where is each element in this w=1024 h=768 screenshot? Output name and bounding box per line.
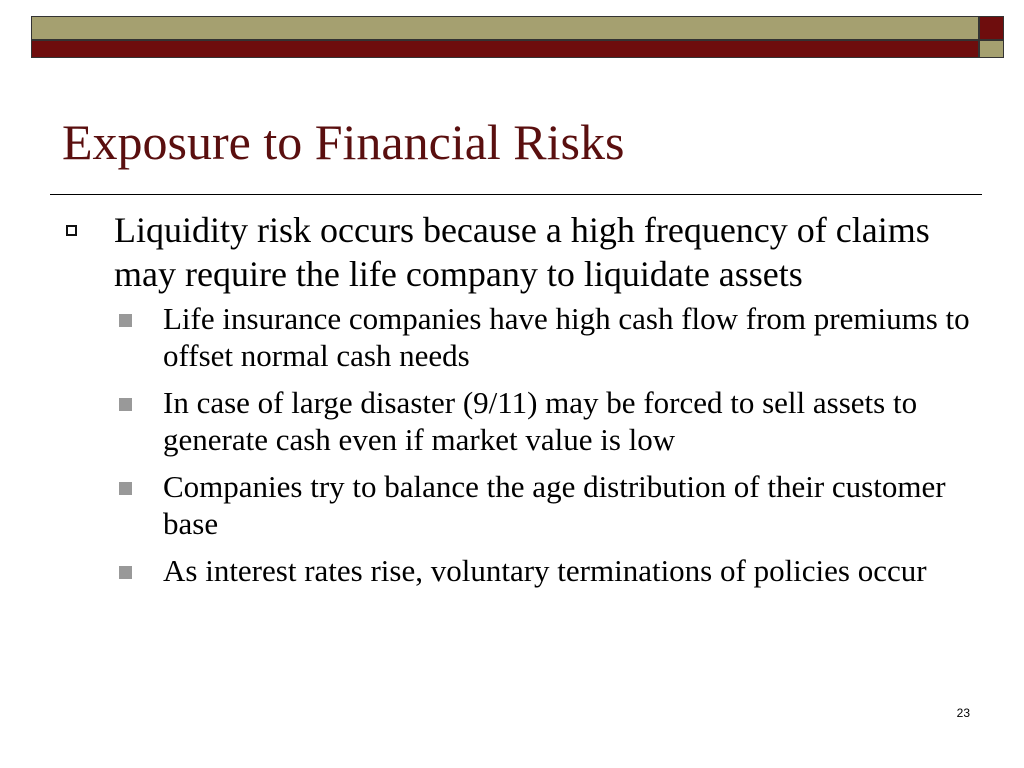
- header-bar-maroon: [31, 40, 979, 58]
- hollow-square-bullet-icon: [66, 225, 77, 236]
- header-square-olive: [979, 40, 1004, 58]
- bullet-text: Liquidity risk occurs because a high frequency of claims may require the life company to liquidate assets: [114, 210, 930, 294]
- header-square-maroon: [979, 16, 1004, 40]
- slide-title: Exposure to Financial Risks: [62, 114, 625, 170]
- header-bar-olive: [31, 16, 979, 40]
- sub-bullet-item: [116, 468, 982, 542]
- sub-bullet-text: As interest rates rise, voluntary terminations of policies occur: [163, 553, 927, 588]
- slide-body: [62, 208, 982, 599]
- bullet-item: [62, 208, 982, 296]
- filled-square-bullet-icon: [119, 566, 132, 579]
- sub-bullet-list: [62, 300, 982, 589]
- sub-bullet-text: In case of large disaster (9/11) may be forced to sell assets to generate cash even if market value is low: [163, 385, 918, 457]
- sub-bullet-item: [116, 384, 982, 458]
- title-divider: [50, 194, 982, 195]
- filled-square-bullet-icon: [119, 398, 132, 411]
- sub-bullet-item: [116, 300, 982, 374]
- filled-square-bullet-icon: [119, 314, 132, 327]
- page-number: 23: [956, 706, 970, 720]
- sub-bullet-item: [116, 552, 982, 589]
- sub-bullet-text: Companies try to balance the age distribution of their customer base: [163, 469, 946, 541]
- sub-bullet-text: Life insurance companies have high cash flow from premiums to offset normal cash needs: [163, 301, 970, 373]
- filled-square-bullet-icon: [119, 482, 132, 495]
